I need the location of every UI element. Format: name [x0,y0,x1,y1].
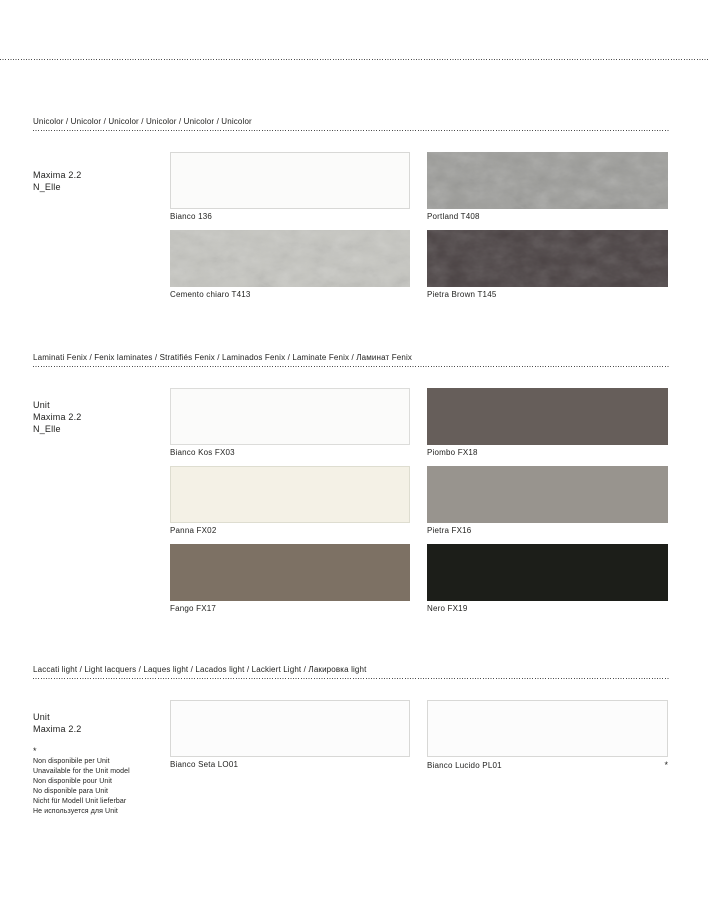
model-label-group [33,169,165,193]
model-label: N_Elle [33,424,61,434]
material-swatch-label: Bianco Lucido PL01 [427,761,502,770]
material-swatch-label: Panna FX02 [170,526,217,535]
section-body [33,152,670,308]
model-label: Maxima 2.2 [33,724,82,734]
swatch-cell [170,152,410,221]
material-swatch-label: Bianco 136 [170,212,213,221]
material-swatch-label: Cemento chiaro T413 [170,290,251,299]
swatch-cell [427,230,668,299]
material-swatch [427,700,668,757]
material-swatch-label: Pietra FX16 [427,526,472,535]
section-header: Unicolor / Unicolor / Unicolor / Unicolor / Unicolor / Unicolor [33,117,252,126]
swatch-cell [427,700,668,770]
material-swatch-label: Bianco Seta LO01 [170,760,239,769]
model-label: Unit [33,712,50,722]
section-header: Laccati light / Light lacquers / Laques light / Lacados light / Lackiert Light / Лакировка light [33,665,367,674]
stone-texture-overlay [427,230,668,287]
section-laccati-light [33,665,670,815]
model-label: N_Elle [33,182,61,192]
section-header-dotted-rule [33,130,670,132]
model-label: Maxima 2.2 [33,412,82,422]
swatch-grid [170,388,670,622]
section-body [33,388,670,622]
model-label-group [33,711,165,817]
material-swatch-label: Portland T408 [427,212,480,221]
material-swatch-label: Bianco Kos FX03 [170,448,235,457]
concrete-texture-overlay [170,230,410,287]
footnote-line: No disponible para Unit [33,788,109,795]
material-swatch [170,466,410,523]
footnote-line: Non disponible pour Unit [33,778,113,785]
material-swatch [170,152,410,209]
material-swatch-label: Nero FX19 [427,604,468,613]
swatch-cell [170,388,410,457]
swatch-cell [170,466,410,535]
material-swatch [427,466,668,523]
footnote-marker: * [33,746,37,756]
material-swatch [427,388,668,445]
material-swatch-label: Pietra Brown T145 [427,290,497,299]
model-label: Unit [33,400,50,410]
swatch-cell [427,152,668,221]
swatch-grid [170,700,670,779]
footnote-line: Nicht für Modell Unit lieferbar [33,798,127,805]
swatch-cell [170,544,410,613]
swatch-cell [170,700,410,770]
section-body [33,700,670,815]
material-swatch-label: Piombo FX18 [427,448,478,457]
swatch-cell [170,230,410,299]
material-swatch [170,700,410,757]
asterisk-note: * [664,760,668,770]
page-top-dotted-rule [0,59,710,61]
footnote-line: Unavailable for the Unit model [33,768,130,775]
section-header: Laminati Fenix / Fenix laminates / Stratifiés Fenix / Laminados Fenix / Laminate Fenix / Ламинат Fenix [33,353,413,362]
swatch-cell [427,388,668,457]
material-swatch [170,388,410,445]
concrete-texture-overlay [427,152,668,209]
section-header-dotted-rule [33,366,670,368]
material-swatch [170,544,410,601]
section-unicolor [33,117,670,308]
swatch-cell [427,544,668,613]
footnote-line: Non disponibile per Unit [33,758,110,765]
section-header-dotted-rule [33,678,670,680]
footnote-line: Не используется для Unit [33,808,118,815]
material-swatch-label: Fango FX17 [170,604,217,613]
material-swatch [427,544,668,601]
swatch-cell [427,466,668,535]
swatch-grid [170,152,670,308]
section-laminati-fenix [33,353,670,622]
model-label-group [33,399,165,435]
model-label: Maxima 2.2 [33,170,82,180]
material-swatch [427,152,668,209]
material-swatch [170,230,410,287]
material-swatch [427,230,668,287]
